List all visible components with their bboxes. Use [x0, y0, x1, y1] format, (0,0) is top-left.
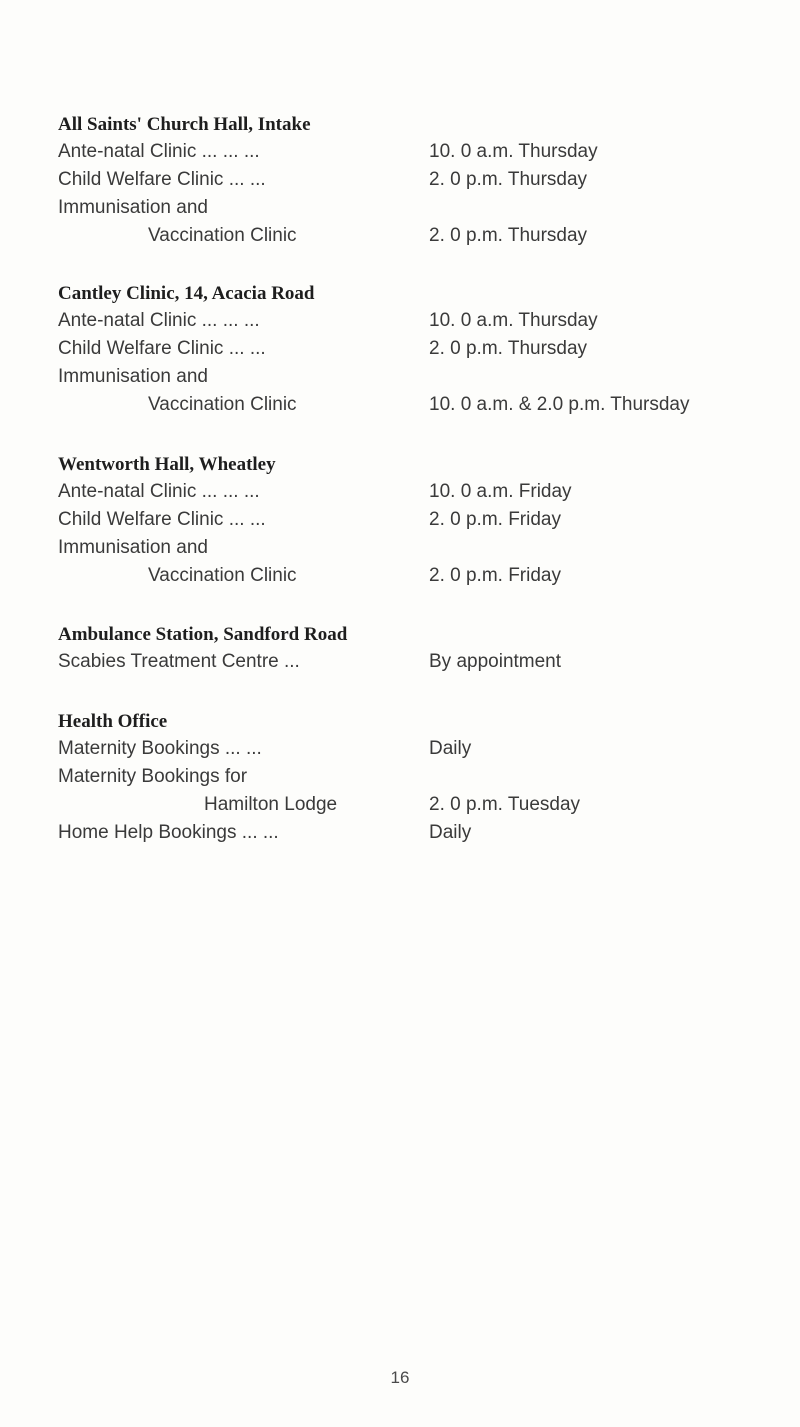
- schedule-row: [58, 363, 800, 391]
- section-health-office: [58, 709, 800, 847]
- section-heading: Ambulance Station, Sandford Road: [58, 624, 348, 645]
- schedule-row: [58, 138, 800, 166]
- schedule-row: [58, 562, 800, 590]
- clinic-time: 2. 0 p.m. Friday: [429, 509, 561, 530]
- clinic-label: Vaccination Clinic: [148, 565, 297, 586]
- section-ambulance-station: [58, 622, 800, 676]
- clinic-time: Daily: [429, 738, 472, 759]
- schedule-row: [58, 534, 800, 562]
- clinic-time: 10. 0 a.m. & 2.0 p.m. Thursday: [429, 394, 690, 415]
- section-heading: Cantley Clinic, 14, Acacia Road: [58, 283, 315, 304]
- schedule-row: [58, 763, 800, 791]
- clinic-label: Child Welfare Clinic ... ...: [58, 169, 266, 190]
- clinic-time: 10. 0 a.m. Thursday: [429, 141, 598, 162]
- clinic-label: Child Welfare Clinic ... ...: [58, 338, 266, 359]
- clinic-label: Maternity Bookings for: [58, 766, 248, 787]
- schedule-row: [58, 166, 800, 194]
- clinic-label: Maternity Bookings ... ...: [58, 738, 262, 759]
- schedule-row: [58, 819, 800, 847]
- page-number: 16: [390, 1368, 410, 1387]
- clinic-label: Home Help Bookings ... ...: [58, 822, 279, 843]
- clinic-label: Ante-natal Clinic ... ... ...: [58, 141, 260, 162]
- clinic-label: Immunisation and: [58, 197, 208, 218]
- schedule-row: [58, 735, 800, 763]
- clinic-label: Vaccination Clinic: [148, 225, 297, 246]
- section-heading: All Saints' Church Hall, Intake: [58, 114, 311, 135]
- schedule-row: [58, 506, 800, 534]
- clinic-label: Scabies Treatment Centre ...: [58, 651, 300, 672]
- clinic-time: 2. 0 p.m. Tuesday: [429, 794, 581, 815]
- clinic-time: 2. 0 p.m. Thursday: [429, 225, 588, 246]
- clinic-label: Hamilton Lodge: [204, 794, 338, 815]
- schedule-row: [58, 307, 800, 335]
- section-heading: Health Office: [58, 711, 168, 732]
- schedule-row: [58, 335, 800, 363]
- schedule-row: [58, 478, 800, 506]
- clinic-time: 10. 0 a.m. Friday: [429, 481, 572, 502]
- clinic-time: 2. 0 p.m. Thursday: [429, 338, 588, 359]
- clinic-time: 2. 0 p.m. Thursday: [429, 169, 588, 190]
- clinic-label: Immunisation and: [58, 366, 208, 387]
- clinic-label: Ante-natal Clinic ... ... ...: [58, 310, 260, 331]
- schedule-row: [58, 194, 800, 222]
- schedule-row: [58, 648, 800, 676]
- schedule-row: [58, 791, 800, 819]
- section-heading: Wentworth Hall, Wheatley: [58, 454, 276, 475]
- section-wentworth-hall: [58, 452, 800, 590]
- clinic-time: By appointment: [429, 651, 562, 672]
- clinic-label: Immunisation and: [58, 537, 208, 558]
- clinic-time: Daily: [429, 822, 472, 843]
- clinic-time: 10. 0 a.m. Thursday: [429, 310, 598, 331]
- section-cantley-clinic: [58, 281, 800, 419]
- clinic-label: Vaccination Clinic: [148, 394, 297, 415]
- section-all-saints: [58, 112, 800, 250]
- clinic-label: Child Welfare Clinic ... ...: [58, 509, 266, 530]
- schedule-row: [58, 391, 800, 419]
- clinic-time: 2. 0 p.m. Friday: [429, 565, 561, 586]
- clinic-label: Ante-natal Clinic ... ... ...: [58, 481, 260, 502]
- schedule-row: [58, 222, 800, 250]
